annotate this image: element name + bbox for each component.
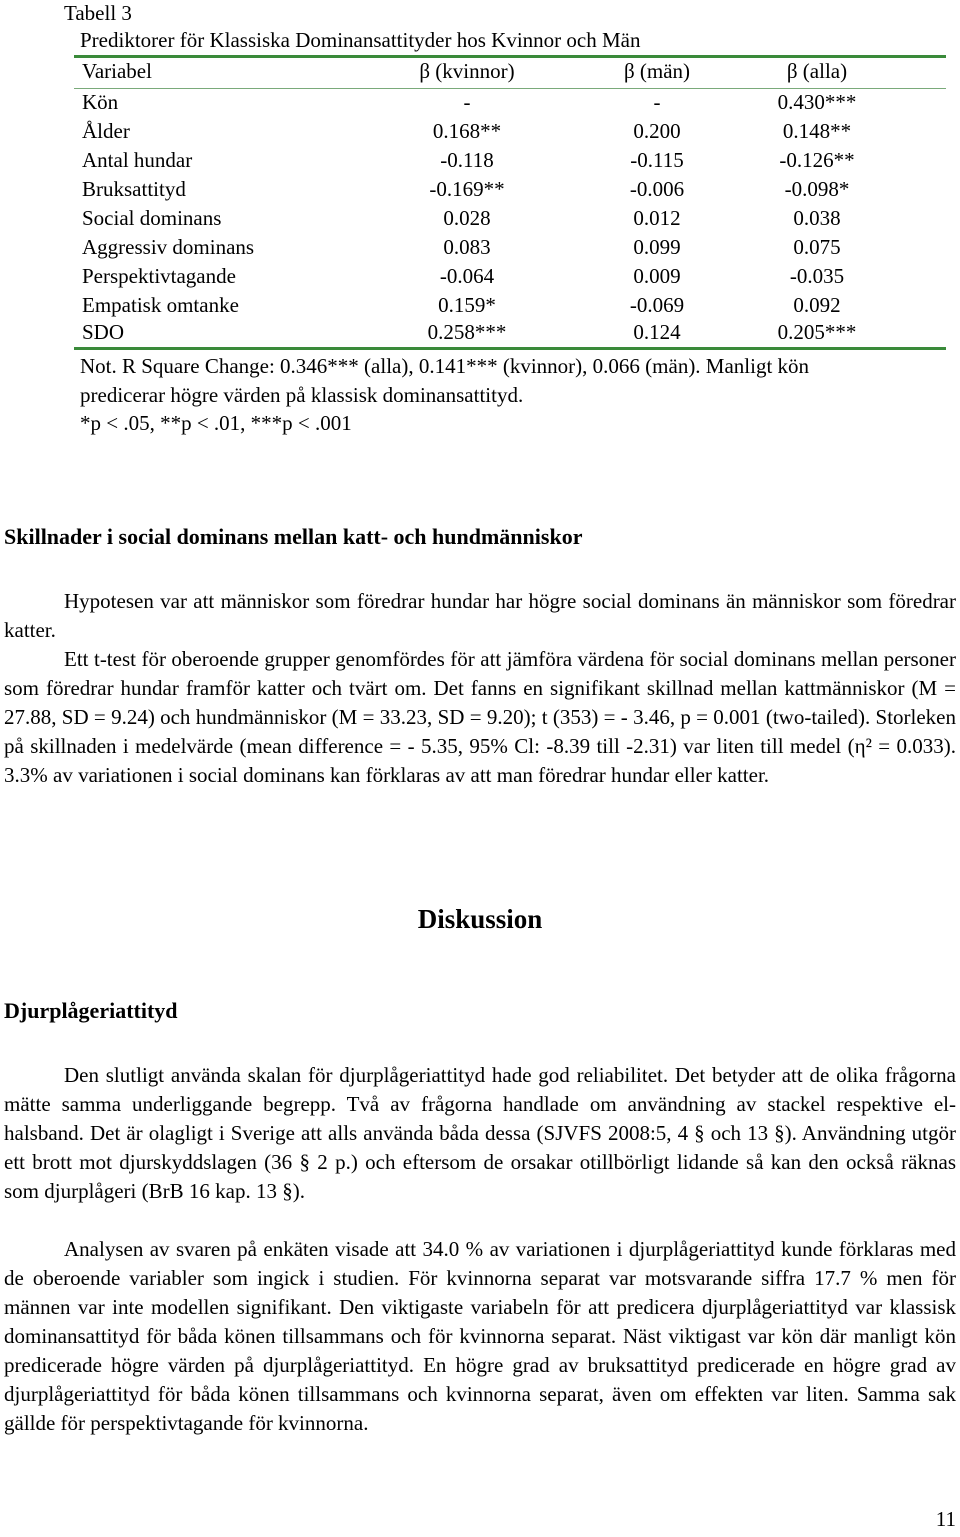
cell-women: 0.258*** bbox=[427, 320, 507, 344]
header-variable: Variabel bbox=[82, 59, 152, 83]
cell-men: 0.099 bbox=[633, 235, 681, 259]
cell-all: 0.092 bbox=[793, 293, 841, 317]
paragraph: Den slutligt använda skalan för djurplågeriattityd hade god reliabilitet. Det betyder att de olika frågorna mätte samma underliggande begrepp. Två av frågorna handlade om användning av stackel respektive el-halsband. Det är olagligt i Sverige att alls använda båda dessa (SJVFS 2008:5, 4 § och 13 §). Användning utgör ett brott mot djurskyddslagen (36 § 2 p.) och eftersom de orsakar otillbörligt lidande så kan den också räknas som djurplågeri (BrB 16 kap. 13 §). bbox=[4, 1063, 956, 1203]
cell-women: 0.159* bbox=[438, 293, 496, 317]
table-row bbox=[82, 175, 942, 204]
table-note-line: Not. R Square Change: 0.346*** (alla), 0.141*** (kvinnor), 0.066 (män). Manligt kön bbox=[80, 354, 810, 378]
cell-all: -0.035 bbox=[789, 264, 845, 288]
row-label: Kön bbox=[82, 90, 119, 114]
cell-women: 0.083 bbox=[443, 235, 491, 259]
table-significance-note: *p < .05, **p < .01, ***p < .001 bbox=[80, 411, 352, 435]
row-label: Social dominans bbox=[82, 206, 222, 230]
row-label: SDO bbox=[82, 320, 125, 344]
table-bottom-rule bbox=[74, 347, 946, 350]
section-heading: Skillnader i social dominans mellan katt- och hundmänniskor bbox=[4, 524, 583, 549]
row-label: Ålder bbox=[82, 119, 130, 143]
row-label: Bruksattityd bbox=[82, 177, 186, 201]
row-label: Aggressiv dominans bbox=[82, 235, 255, 259]
cell-men: 0.009 bbox=[633, 264, 681, 288]
table-note-line: predicerar högre värden på klassisk dominansattityd. bbox=[80, 383, 524, 407]
table-row bbox=[82, 262, 942, 291]
table-row bbox=[82, 204, 942, 233]
cell-men: 0.124 bbox=[633, 320, 681, 344]
cell-all: 0.430*** bbox=[777, 90, 857, 114]
cell-women: -0.064 bbox=[439, 264, 495, 288]
cell-women: - bbox=[463, 90, 471, 114]
table-caption: Tabell 3 bbox=[64, 1, 132, 25]
cell-all: 0.148** bbox=[782, 119, 852, 143]
paragraph: Ett t-test för oberoende grupper genomfördes för att jämföra värdena för social dominans mellan personer som föredrar hundar framför katter och tvärt om. Det fanns en signifikant skillnad mellan kattmänniskor (M = 27.88, SD = 9.24) och hundmänniskor (M = 33.23, SD = 9.20); t (353) = - 3.46, p = 0.001 (two-tailed). Storleken på skillnaden i medelvärde (mean difference = - 5.35, 95% Cl: -8.39 till -2.31) var liten till medel (η² = 0.033). 3.3% av variationen i social dominans kan förklaras av att man föredrar hundar eller katter. bbox=[4, 647, 956, 787]
cell-all: -0.126** bbox=[779, 148, 855, 172]
row-label: Perspektivtagande bbox=[82, 264, 236, 288]
cell-all: 0.075 bbox=[793, 235, 841, 259]
row-label: Antal hundar bbox=[82, 148, 193, 172]
cell-men: -0.069 bbox=[629, 293, 685, 317]
table-row bbox=[82, 88, 942, 117]
cell-all: -0.098* bbox=[784, 177, 850, 201]
table-row bbox=[82, 318, 942, 347]
subsection-heading: Djurplågeriattityd bbox=[4, 998, 178, 1023]
cell-women: 0.028 bbox=[443, 206, 491, 230]
cell-men: -0.115 bbox=[630, 148, 684, 172]
header-beta-men: β (män) bbox=[623, 59, 691, 83]
cell-women: -0.118 bbox=[440, 148, 494, 172]
cell-all: 0.038 bbox=[793, 206, 841, 230]
paragraph: Analysen av svaren på enkäten visade att 34.0 % av variationen i djurplågeriattityd kunde förklaras med de oberoende variabler som ingick i studien. För kvinnorna separat var motsvarande siffra 17.7 % men för männen var inte modellen signifikant. Den viktigaste variabeln för att predicera djurplågeriattityd var klassisk dominansattityd för båda könen tillsammans och för kvinnorna separat. Näst viktigast var kön där manligt kön predicerade högre värden på djurplågeriattityd. En högre grad av bruksattityd predicerade en högre grad av djurplågeriattityd för båda könen tillsammans och kvinnorna separat, även om effekten var liten. Samma sak gällde för perspektivtagande för kvinnorna. bbox=[4, 1237, 956, 1435]
page-number: 11 bbox=[935, 1507, 956, 1531]
cell-men: - bbox=[653, 90, 661, 114]
table-row bbox=[82, 291, 942, 320]
cell-women: 0.168** bbox=[432, 119, 502, 143]
paragraph: Hypotesen var att människor som föredrar hundar har högre social dominans än människor som föredrar katter. bbox=[4, 589, 956, 642]
cell-all: 0.205*** bbox=[777, 320, 857, 344]
discussion-heading: Diskussion bbox=[417, 904, 543, 934]
table-header-row bbox=[82, 57, 942, 86]
table-row bbox=[82, 233, 942, 262]
cell-men: -0.006 bbox=[629, 177, 685, 201]
header-beta-women: β (kvinnor) bbox=[419, 59, 515, 83]
cell-women: -0.169** bbox=[429, 177, 505, 201]
header-beta-all: β (alla) bbox=[786, 59, 848, 83]
table-title: Prediktorer för Klassiska Dominansattityder hos Kvinnor och Män bbox=[80, 28, 641, 52]
cell-men: 0.012 bbox=[633, 206, 681, 230]
table-row bbox=[82, 117, 942, 146]
row-label: Empatisk omtanke bbox=[82, 293, 239, 317]
table-row bbox=[82, 146, 942, 175]
cell-men: 0.200 bbox=[633, 119, 681, 143]
